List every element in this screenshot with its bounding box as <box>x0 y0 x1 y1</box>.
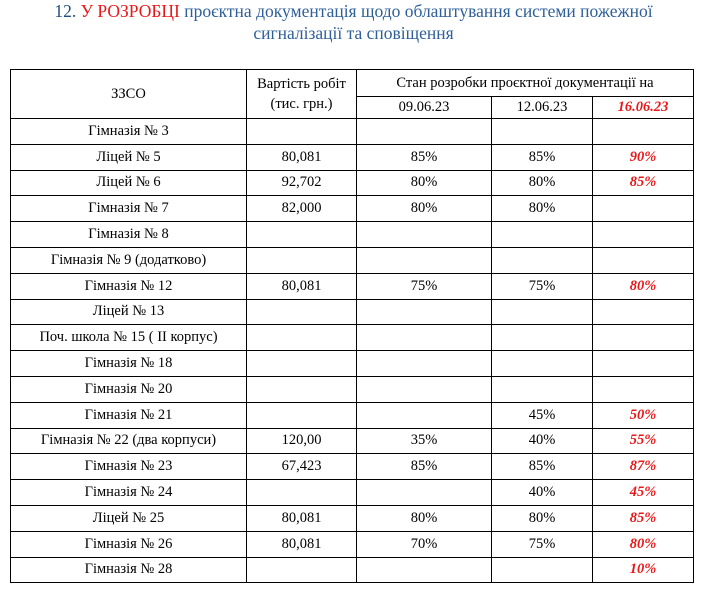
heading-number: 12. <box>54 1 77 21</box>
cell-cost: 82,000 <box>247 196 357 222</box>
cell-cost: 80,081 <box>247 144 357 170</box>
cell-d3 <box>593 376 694 402</box>
table-row <box>11 119 694 145</box>
table-row <box>11 376 694 402</box>
cell-cost <box>247 222 357 248</box>
cell-school: Гімназія № 26 <box>11 531 247 557</box>
cell-school: Гімназія № 20 <box>11 376 247 402</box>
cell-d1: 85% <box>357 144 492 170</box>
cell-d1 <box>357 325 492 351</box>
cell-cost <box>247 480 357 506</box>
table-row <box>11 170 694 196</box>
cell-d1 <box>357 376 492 402</box>
cell-d2 <box>492 376 593 402</box>
cell-d2 <box>492 299 593 325</box>
table-row <box>11 196 694 222</box>
status-table <box>10 69 694 583</box>
table-body <box>11 119 694 583</box>
cell-d2 <box>492 557 593 583</box>
cell-d3 <box>593 351 694 377</box>
cell-school: Гімназія № 7 <box>11 196 247 222</box>
cell-d1 <box>357 402 492 428</box>
cell-school: Гімназія № 9 (додатково) <box>11 247 247 273</box>
cell-cost <box>247 299 357 325</box>
cell-d3: 80% <box>593 273 694 299</box>
cell-cost: 120,00 <box>247 428 357 454</box>
cell-d1: 85% <box>357 454 492 480</box>
table-row <box>11 480 694 506</box>
table-row <box>11 273 694 299</box>
cell-school: Гімназія № 23 <box>11 454 247 480</box>
cell-cost <box>247 376 357 402</box>
header-cost-line-2: (тис. грн.) <box>270 96 333 112</box>
cell-d3 <box>593 196 694 222</box>
cell-d1 <box>357 247 492 273</box>
table-row <box>11 222 694 248</box>
cell-d2: 80% <box>492 170 593 196</box>
table-row <box>11 351 694 377</box>
cell-d3: 85% <box>593 170 694 196</box>
cell-cost: 80,081 <box>247 505 357 531</box>
table-row <box>11 531 694 557</box>
cell-school: Гімназія № 3 <box>11 119 247 145</box>
section-heading <box>0 0 707 44</box>
header-cost-line-1: Вартість робіт <box>257 76 346 92</box>
cell-d3 <box>593 119 694 145</box>
cell-d1 <box>357 480 492 506</box>
cell-d3: 80% <box>593 531 694 557</box>
cell-d3: 45% <box>593 480 694 506</box>
cell-cost: 67,423 <box>247 454 357 480</box>
cell-d1 <box>357 299 492 325</box>
cell-d1 <box>357 557 492 583</box>
cell-cost <box>247 119 357 145</box>
cell-school: Поч. школа № 15 ( ІІ корпус) <box>11 325 247 351</box>
table-row <box>11 557 694 583</box>
table-row <box>11 454 694 480</box>
cell-cost: 80,081 <box>247 531 357 557</box>
cell-d1: 80% <box>357 170 492 196</box>
cell-school: Гімназія № 8 <box>11 222 247 248</box>
cell-d1 <box>357 119 492 145</box>
cell-school: Ліцей № 5 <box>11 144 247 170</box>
header-status: Стан розробки проєктної документації на <box>357 70 694 97</box>
cell-d3: 85% <box>593 505 694 531</box>
cell-school: Гімназія № 24 <box>11 480 247 506</box>
cell-school: Гімназія № 22 (два корпуси) <box>11 428 247 454</box>
cell-d2: 40% <box>492 480 593 506</box>
cell-d1: 35% <box>357 428 492 454</box>
cell-d3 <box>593 222 694 248</box>
heading-highlight: У РОЗРОБЦІ <box>80 1 180 21</box>
heading-text-2: сигналізації та сповіщення <box>253 23 454 43</box>
cell-d1: 80% <box>357 196 492 222</box>
heading-line-1 <box>0 0 707 22</box>
cell-d2 <box>492 325 593 351</box>
cell-d2: 85% <box>492 454 593 480</box>
cell-cost <box>247 402 357 428</box>
cell-school: Ліцей № 6 <box>11 170 247 196</box>
table-row <box>11 505 694 531</box>
header-date-1: 09.06.23 <box>357 97 492 119</box>
cell-d1 <box>357 351 492 377</box>
cell-cost <box>247 351 357 377</box>
cell-d3: 90% <box>593 144 694 170</box>
table-row <box>11 325 694 351</box>
cell-school: Гімназія № 18 <box>11 351 247 377</box>
table-row <box>11 402 694 428</box>
cell-d2 <box>492 119 593 145</box>
header-school: ЗЗСО <box>11 70 247 119</box>
heading-text-1: проєктна документація щодо облаштування системи пожежної <box>184 1 653 21</box>
table-row <box>11 144 694 170</box>
cell-d2 <box>492 351 593 377</box>
cell-d2: 80% <box>492 196 593 222</box>
cell-cost <box>247 557 357 583</box>
cell-d3: 10% <box>593 557 694 583</box>
cell-d2: 85% <box>492 144 593 170</box>
cell-d2: 75% <box>492 273 593 299</box>
cell-d3: 87% <box>593 454 694 480</box>
cell-d2: 45% <box>492 402 593 428</box>
cell-d3 <box>593 299 694 325</box>
table-row <box>11 247 694 273</box>
cell-cost: 80,081 <box>247 273 357 299</box>
cell-d3: 50% <box>593 402 694 428</box>
cell-school: Ліцей № 25 <box>11 505 247 531</box>
cell-d2 <box>492 247 593 273</box>
cell-school: Гімназія № 12 <box>11 273 247 299</box>
cell-d2 <box>492 222 593 248</box>
cell-d1: 70% <box>357 531 492 557</box>
header-date-2: 12.06.23 <box>492 97 593 119</box>
cell-d3 <box>593 325 694 351</box>
table-row <box>11 299 694 325</box>
cell-d3 <box>593 247 694 273</box>
cell-d2: 80% <box>492 505 593 531</box>
cell-d2: 40% <box>492 428 593 454</box>
table-row <box>11 428 694 454</box>
header-cost <box>247 70 357 119</box>
cell-cost: 92,702 <box>247 170 357 196</box>
header-date-3: 16.06.23 <box>593 97 694 119</box>
cell-school: Ліцей № 13 <box>11 299 247 325</box>
cell-cost <box>247 325 357 351</box>
cell-d1: 75% <box>357 273 492 299</box>
cell-d1: 80% <box>357 505 492 531</box>
cell-d1 <box>357 222 492 248</box>
cell-school: Гімназія № 21 <box>11 402 247 428</box>
cell-d3: 55% <box>593 428 694 454</box>
cell-cost <box>247 247 357 273</box>
cell-d2: 75% <box>492 531 593 557</box>
cell-school: Гімназія № 28 <box>11 557 247 583</box>
